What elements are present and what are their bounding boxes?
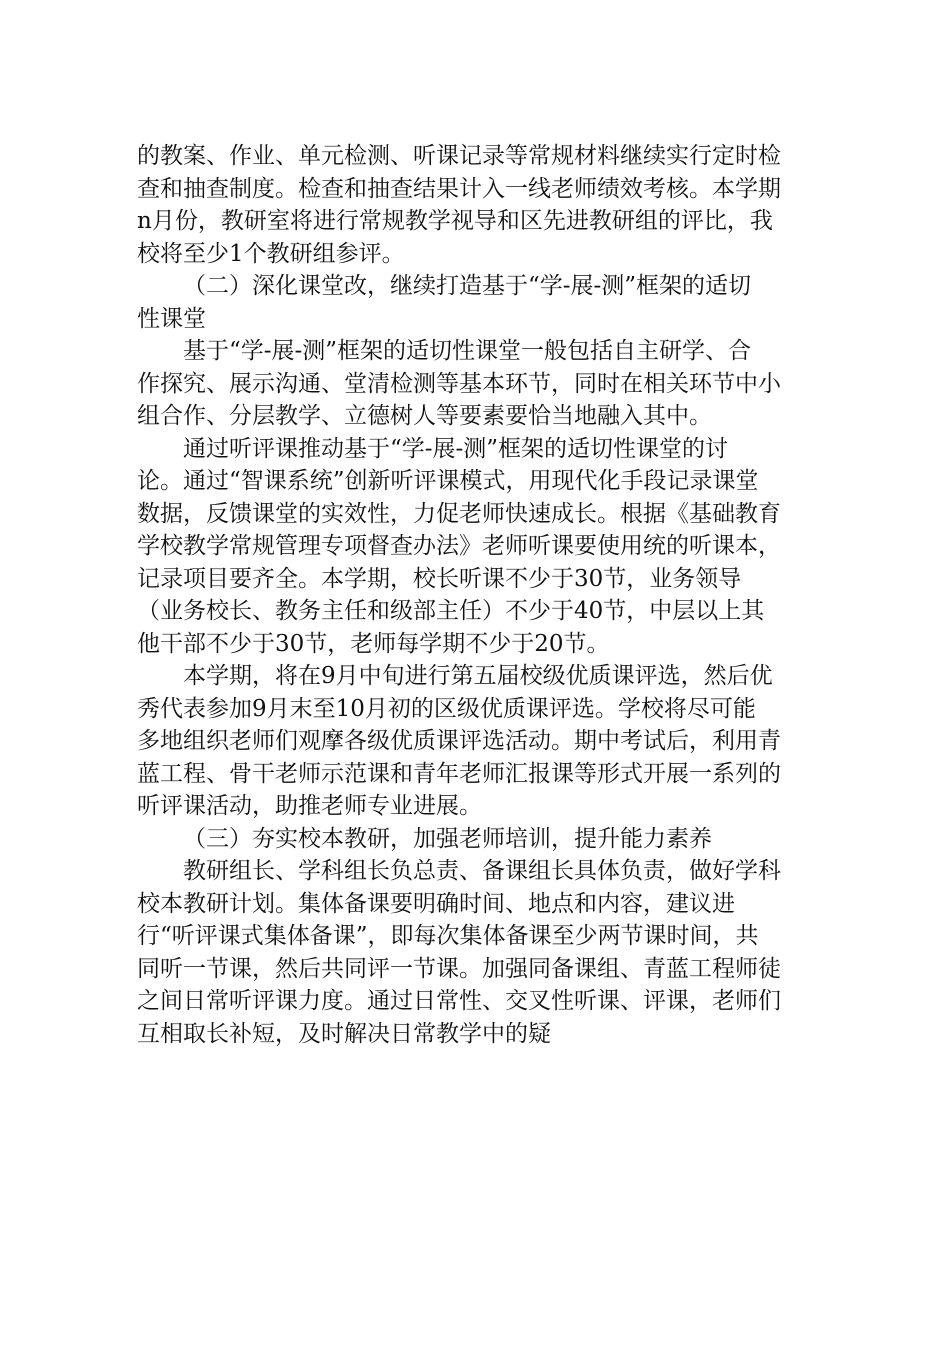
paragraph-school-research: 教研组长、学科组长负总责、备课组长具体负责，做好学科 校本教研计划。集体备课要明确时间、地点和内容，建议进 行“听评课式集体备课”，即每次集体备课至少两节课时间，共 同听一节课，然后共同评一节课。加强同备课组、青蓝工程师徒 之间日常听评课力度。通过日常性、交叉性听课、评课，老师们 互相取长补短，及时解决日常教学中的疑 (137, 858, 781, 1047)
paragraph-framework: 基于“学-展-测”框架的适切性课堂一般包括自主研学、合 作探究、展示沟通、堂清检测等基本环节，同时在相关环节中小 组合作、分层教学、立德树人等要素要恰当地融入其中。 (137, 338, 781, 429)
paragraph-lesson-observation: 通过听评课推动基于“学-展-测”框架的适切性课堂的讨 论。通过“智课系统”创新听评课模式，用现代化手段记录课堂 数据，反馈课堂的实效性，力促老师快速成长。根据《基础教育 学校教学常规管理专项督查办法》老师听课要使用统的听课本， 记录项目要齐全。本学期，校长听课不少于30节，业务领导 （业务校长、教务主任和级部主任）不少于40节，中层以上其 他干部不少于30节，老师每学期不少于20节。 (137, 435, 781, 657)
paragraph-quality-lesson: 本学期，将在9月中旬进行第五届校级优质课评选，然后优 秀代表参加9月末至10月初的区级优质课评选。学校将尽可能 多地组织老师们观摩各级优质课评选活动。期中考试后，利用青 蓝工程、骨干老师示范课和青年老师汇报课等形式开展一系列的 听评课活动，助推老师专业进展。 (137, 663, 781, 819)
paragraph-continued: 的教案、作业、单元检测、听课记录等常规材料继续实行定时检 查和抽查制度。检查和抽查结果计入一线老师绩效考核。本学期 n月份，教研室将进行常规教学视导和区先进教研组的评比，我 校将至少1个教研组参评。 (137, 143, 781, 267)
section-heading-3: （三）夯实校本教研，加强老师培训，提升能力素养 (183, 825, 712, 852)
document-body (137, 140, 827, 1050)
section-heading-2: （二）深化课堂改，继续打造基于“学-展-测”框架的适切 性课堂 (137, 273, 752, 332)
